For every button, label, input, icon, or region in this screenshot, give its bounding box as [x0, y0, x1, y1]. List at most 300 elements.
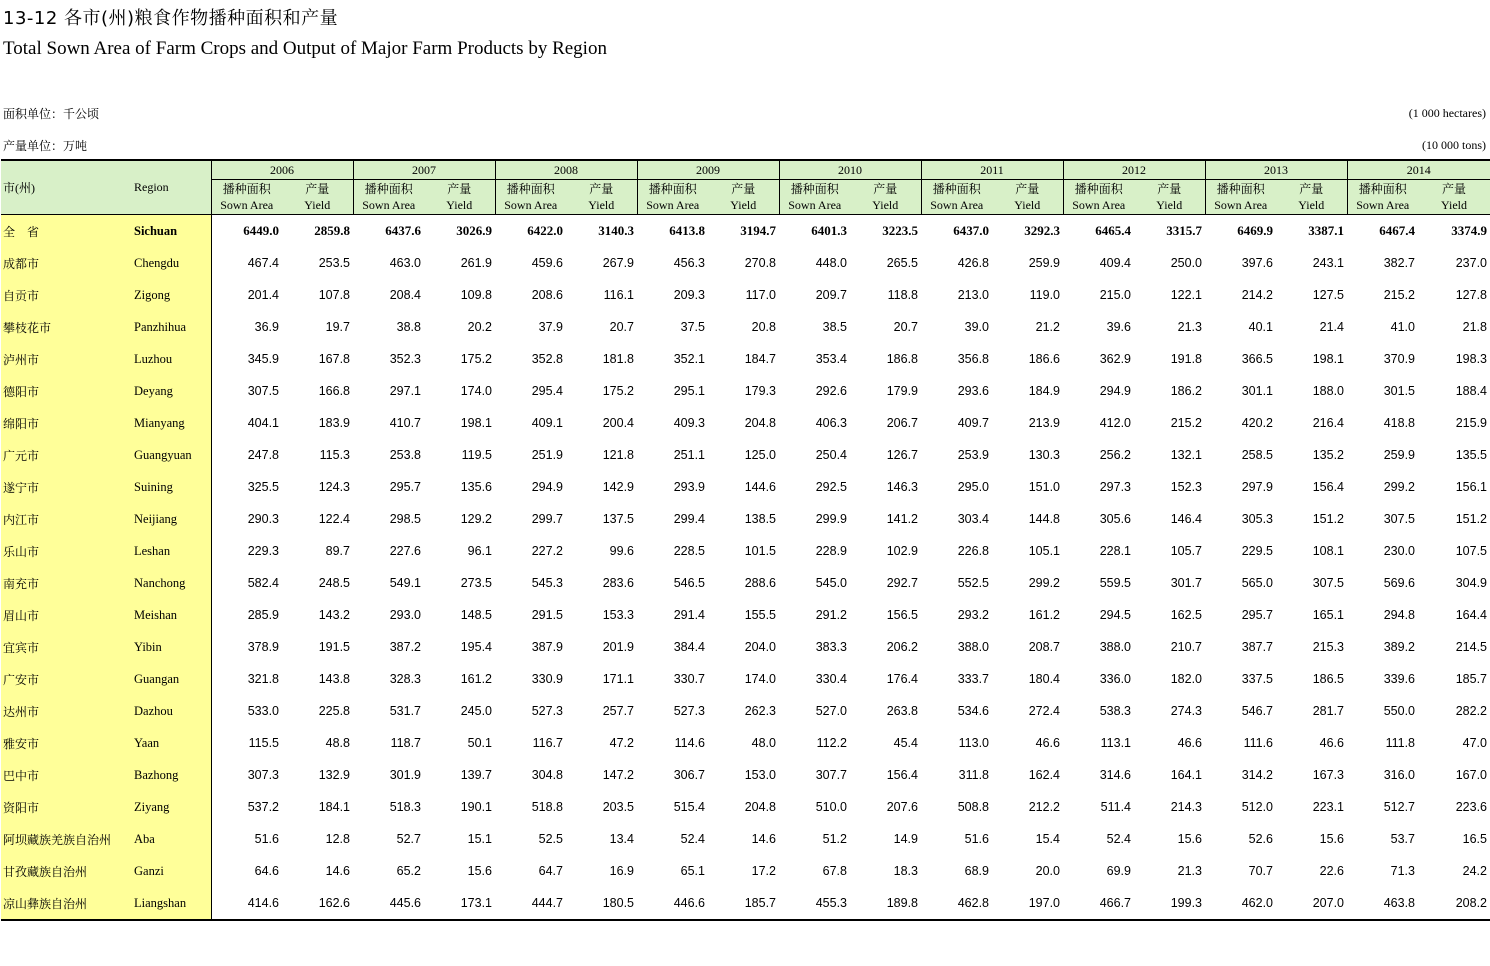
sown-area-value: 462.8	[921, 887, 992, 920]
yield-value: 282.2	[1455, 704, 1487, 718]
year-header: 2007	[353, 160, 495, 180]
region-name-en: Mianyang	[124, 407, 211, 439]
yield-value: 45.4	[893, 736, 918, 750]
yield-value: 99.6	[609, 544, 634, 558]
sown-area-value: 330.9	[531, 672, 563, 686]
region-name-cn: 凉山彝族自治州	[1, 887, 124, 920]
yield-value: 167.8	[318, 352, 350, 366]
table-row	[1, 695, 1490, 727]
yield-value: 184.9	[1028, 384, 1060, 398]
yield-value: 199.3	[1134, 887, 1205, 920]
sown-area-header-cn: 播种面积	[779, 180, 850, 198]
sown-area-value: 534.6	[957, 704, 989, 718]
yield-value: 283.6	[602, 576, 634, 590]
sown-area-value: 518.3	[389, 800, 421, 814]
region-name-cn: 南充市	[1, 567, 124, 599]
sown-area-value: 301.5	[1383, 384, 1415, 398]
yield-value: 148.5	[460, 608, 492, 622]
yield-value: 179.9	[886, 384, 918, 398]
yield-value: 20.7	[893, 320, 918, 334]
sown-area-value: 291.4	[673, 608, 705, 622]
sown-area-value: 388.0	[1099, 640, 1131, 654]
sown-area-header-cn: 播种面积	[1347, 180, 1418, 198]
sown-area-value: 36.9	[254, 320, 279, 334]
yield-value: 175.2	[460, 352, 492, 366]
yield-value: 223.1	[1312, 800, 1344, 814]
sown-area-value: 294.5	[1099, 608, 1131, 622]
region-name-cn: 达州市	[1, 695, 124, 727]
yield-value: 259.9	[1028, 256, 1060, 270]
yield-value: 257.7	[602, 704, 634, 718]
yield-value: 191.5	[318, 640, 350, 654]
sown-area-value: 397.6	[1241, 256, 1273, 270]
yield-header-en: Yield	[1418, 197, 1490, 215]
yield-value: 22.6	[1319, 864, 1344, 878]
sown-area-value: 251.1	[673, 448, 705, 462]
sown-area-value: 285.9	[247, 608, 279, 622]
region-name-en: Dazhou	[124, 695, 211, 727]
sown-area-value: 64.7	[538, 864, 563, 878]
table-body	[1, 215, 1490, 921]
yield-header-cn: 产量	[566, 180, 637, 198]
yield-value: 165.1	[1312, 608, 1344, 622]
yield-value: 274.3	[1170, 704, 1202, 718]
yield-value: 204.0	[744, 640, 776, 654]
yield-value: 265.5	[886, 256, 918, 270]
region-name-en: Guangan	[124, 663, 211, 695]
yield-value: 223.6	[1455, 800, 1487, 814]
sown-area-value: 418.8	[1383, 416, 1415, 430]
sown-area-header-en: Sown Area	[211, 197, 282, 215]
sown-area-header-en: Sown Area	[1205, 197, 1276, 215]
sown-area-value: 550.0	[1383, 704, 1415, 718]
yield-value: 147.2	[602, 768, 634, 782]
yield-value: 203.5	[602, 800, 634, 814]
sown-area-value: 307.3	[247, 768, 279, 782]
sown-area-value: 256.2	[1099, 448, 1131, 462]
region-name-en: Sichuan	[124, 215, 211, 248]
yield-value: 174.0	[744, 672, 776, 686]
table-row	[1, 311, 1490, 343]
sown-area-value: 6437.6	[385, 223, 421, 238]
region-name-en: Yibin	[124, 631, 211, 663]
yield-value: 188.0	[1312, 384, 1344, 398]
yield-value: 132.1	[1170, 448, 1202, 462]
yield-value: 273.5	[460, 576, 492, 590]
sown-area-header-cn: 播种面积	[211, 180, 282, 198]
sown-area-header-en: Sown Area	[637, 197, 708, 215]
sown-area-header-en: Sown Area	[495, 197, 566, 215]
yield-value: 152.3	[1170, 480, 1202, 494]
yield-value: 143.2	[318, 608, 350, 622]
sown-area-value: 527.0	[815, 704, 847, 718]
sown-area-value: 409.7	[957, 416, 989, 430]
yield-value: 2859.8	[314, 223, 350, 238]
sown-area-value: 201.4	[247, 288, 279, 302]
sown-area-value: 426.8	[957, 256, 989, 270]
sown-area-value: 456.3	[673, 256, 705, 270]
sown-area-value: 299.7	[531, 512, 563, 526]
region-name-en: Bazhong	[124, 759, 211, 791]
sown-area-value: 305.3	[1241, 512, 1273, 526]
table-row	[1, 759, 1490, 791]
sown-area-value: 314.6	[1099, 768, 1131, 782]
sown-area-value: 113.0	[958, 736, 989, 750]
yield-value: 132.9	[318, 768, 350, 782]
yield-value: 197.0	[992, 887, 1063, 920]
sown-area-value: 545.3	[531, 576, 563, 590]
sown-area-value: 307.5	[247, 384, 279, 398]
yield-value: 162.5	[1170, 608, 1202, 622]
yield-value: 162.6	[282, 887, 353, 920]
yield-value: 262.3	[744, 704, 776, 718]
region-name-cn: 绵阳市	[1, 407, 124, 439]
yield-value: 156.5	[886, 608, 918, 622]
sown-area-header-cn: 播种面积	[353, 180, 424, 198]
sown-area-value: 53.7	[1390, 832, 1415, 846]
yield-value: 307.5	[1312, 576, 1344, 590]
yield-value: 15.6	[1177, 832, 1202, 846]
yield-value: 116.1	[603, 288, 634, 302]
region-name-cn: 自贡市	[1, 279, 124, 311]
yield-value: 47.0	[1462, 736, 1487, 750]
sown-area-header-en: Sown Area	[1347, 197, 1418, 215]
sown-area-value: 545.0	[815, 576, 847, 590]
yield-value: 3026.9	[456, 223, 492, 238]
yield-value: 272.4	[1028, 704, 1060, 718]
yield-value: 204.8	[744, 800, 776, 814]
sown-area-value: 41.0	[1390, 320, 1415, 334]
yield-value: 101.5	[744, 544, 776, 558]
sown-area-value: 115.5	[248, 736, 279, 750]
yield-value: 225.8	[318, 704, 350, 718]
sown-area-value: 51.2	[822, 832, 847, 846]
yield-value: 119.5	[461, 448, 492, 462]
sown-area-value: 336.0	[1099, 672, 1131, 686]
region-name-en: Guangyuan	[124, 439, 211, 471]
sown-area-value: 370.9	[1383, 352, 1415, 366]
yield-value: 215.3	[1312, 640, 1344, 654]
yield-value: 121.8	[602, 448, 634, 462]
sown-area-value: 314.2	[1241, 768, 1273, 782]
sown-area-value: 294.9	[1099, 384, 1131, 398]
sown-area-value: 215.0	[1099, 288, 1131, 302]
sown-area-value: 305.6	[1099, 512, 1131, 526]
yield-value: 89.7	[325, 544, 350, 558]
yield-value: 125.0	[744, 448, 776, 462]
sown-area-value: 65.2	[396, 864, 421, 878]
sown-area-value: 409.3	[673, 416, 705, 430]
sown-area-value: 582.4	[247, 576, 279, 590]
yield-value: 207.0	[1276, 887, 1347, 920]
sown-area-value: 70.7	[1248, 864, 1273, 878]
yield-value: 214.5	[1455, 640, 1487, 654]
year-header: 2006	[211, 160, 353, 180]
yield-value: 135.6	[460, 480, 492, 494]
yield-value: 181.8	[602, 352, 634, 366]
yield-value: 198.1	[460, 416, 492, 430]
yield-value: 21.8	[1462, 320, 1487, 334]
sown-area-value: 52.5	[538, 832, 563, 846]
sown-area-value: 330.7	[673, 672, 705, 686]
sown-area-value: 111.8	[1385, 736, 1415, 750]
yield-value: 261.9	[460, 256, 492, 270]
sown-area-value: 230.0	[1383, 544, 1415, 558]
sown-area-value: 208.4	[389, 288, 421, 302]
yield-value: 180.5	[566, 887, 637, 920]
table-row	[1, 343, 1490, 375]
sown-area-value: 38.5	[822, 320, 847, 334]
yield-value: 48.0	[751, 736, 776, 750]
output-unit-cn: 产量单位：万吨	[3, 139, 88, 153]
sown-area-value: 64.6	[254, 864, 279, 878]
yield-value: 198.1	[1312, 352, 1344, 366]
sown-area-value: 546.5	[673, 576, 705, 590]
sown-area-value: 299.4	[673, 512, 705, 526]
sown-area-value: 293.2	[957, 608, 989, 622]
sown-area-value: 295.7	[389, 480, 421, 494]
sown-area-value: 116.7	[532, 736, 563, 750]
yield-value: 3315.7	[1166, 223, 1202, 238]
sown-area-value: 345.9	[247, 352, 279, 366]
table-row	[1, 663, 1490, 695]
sown-area-value: 527.3	[673, 704, 705, 718]
yield-value: 206.2	[886, 640, 918, 654]
region-name-en: Panzhihua	[124, 311, 211, 343]
yield-value: 144.6	[744, 480, 776, 494]
sown-area-value: 339.6	[1383, 672, 1415, 686]
sown-area-value: 6437.0	[953, 223, 989, 238]
region-name-cn: 成都市	[1, 247, 124, 279]
table-row	[1, 727, 1490, 759]
table-row	[1, 599, 1490, 631]
sown-area-value: 414.6	[211, 887, 282, 920]
sown-area-value: 446.6	[637, 887, 708, 920]
yield-header-en: Yield	[1134, 197, 1205, 215]
yield-value: 126.7	[886, 448, 918, 462]
sown-area-header-cn: 播种面积	[637, 180, 708, 198]
region-name-en: Meishan	[124, 599, 211, 631]
yield-value: 186.8	[886, 352, 918, 366]
sown-area-value: 352.1	[673, 352, 705, 366]
yield-value: 24.2	[1462, 864, 1487, 878]
yield-value: 292.7	[886, 576, 918, 590]
sown-area-value: 294.8	[1383, 608, 1415, 622]
sown-area-value: 226.8	[957, 544, 989, 558]
yield-value: 15.6	[467, 864, 492, 878]
yield-value: 164.1	[1170, 768, 1202, 782]
yield-value: 206.7	[886, 416, 918, 430]
yield-value: 161.2	[1028, 608, 1060, 622]
region-name-en: Suining	[124, 471, 211, 503]
table-row	[1, 247, 1490, 279]
sown-area-value: 404.1	[247, 416, 279, 430]
year-header: 2009	[637, 160, 779, 180]
yield-header-en: Yield	[282, 197, 353, 215]
area-unit-cn: 面积单位：千公顷	[3, 107, 100, 121]
yield-value: 161.2	[460, 672, 492, 686]
yield-value: 208.7	[1028, 640, 1060, 654]
sown-area-value: 215.2	[1383, 288, 1415, 302]
region-name-en: Nanchong	[124, 567, 211, 599]
yield-value: 155.5	[744, 608, 776, 622]
yield-value: 304.9	[1455, 576, 1487, 590]
table-title-en: Total Sown Area of Farm Crops and Output of Major Farm Products by Region	[3, 38, 607, 59]
sown-area-value: 208.6	[531, 288, 563, 302]
statistics-table	[1, 159, 1490, 921]
yield-value: 215.2	[1170, 416, 1202, 430]
yield-value: 253.5	[318, 256, 350, 270]
yield-value: 164.4	[1455, 608, 1487, 622]
yield-value: 215.9	[1455, 416, 1487, 430]
yield-value: 281.7	[1312, 704, 1344, 718]
sown-area-value: 114.6	[674, 736, 705, 750]
yield-value: 146.4	[1170, 512, 1202, 526]
yield-value: 191.8	[1170, 352, 1202, 366]
sown-area-value: 112.2	[816, 736, 847, 750]
yield-value: 124.3	[318, 480, 350, 494]
yield-value: 3292.3	[1024, 223, 1060, 238]
yield-value: 14.6	[751, 832, 776, 846]
sown-area-value: 325.5	[247, 480, 279, 494]
yield-value: 3223.5	[882, 223, 918, 238]
sown-area-value: 511.4	[1100, 800, 1131, 814]
yield-value: 46.6	[1319, 736, 1344, 750]
region-name-en: Luzhou	[124, 343, 211, 375]
sown-area-value: 299.9	[815, 512, 847, 526]
yield-value: 200.4	[602, 416, 634, 430]
region-name-cn: 雅安市	[1, 727, 124, 759]
yield-value: 188.4	[1455, 384, 1487, 398]
yield-header-en: Yield	[708, 197, 779, 215]
yield-value: 153.0	[744, 768, 776, 782]
sown-area-value: 420.2	[1241, 416, 1273, 430]
region-name-cn: 宜宾市	[1, 631, 124, 663]
yield-value: 207.6	[886, 800, 918, 814]
sown-area-value: 118.7	[390, 736, 421, 750]
yield-value: 3140.3	[598, 223, 634, 238]
sown-area-value: 6413.8	[669, 223, 705, 238]
yield-header-en: Yield	[1276, 197, 1347, 215]
yield-value: 245.0	[460, 704, 492, 718]
sown-area-value: 512.0	[1241, 800, 1273, 814]
region-name-en: Aba	[124, 823, 211, 855]
yield-value: 237.0	[1455, 256, 1487, 270]
yield-value: 17.2	[751, 864, 776, 878]
yield-value: 189.8	[850, 887, 921, 920]
year-header: 2008	[495, 160, 637, 180]
sown-area-value: 253.9	[957, 448, 989, 462]
table-row	[1, 535, 1490, 567]
yield-value: 127.8	[1455, 288, 1487, 302]
sown-area-value: 229.5	[1241, 544, 1273, 558]
sown-area-value: 227.6	[389, 544, 421, 558]
yield-value: 166.8	[318, 384, 350, 398]
sown-area-value: 352.8	[531, 352, 563, 366]
yield-value: 21.3	[1177, 864, 1202, 878]
table-row	[1, 791, 1490, 823]
yield-value: 20.0	[1035, 864, 1060, 878]
sown-area-value: 306.7	[673, 768, 705, 782]
yield-value: 20.8	[751, 320, 776, 334]
yield-value: 201.9	[602, 640, 634, 654]
yield-value: 46.6	[1035, 736, 1060, 750]
table-header	[1, 160, 1490, 215]
region-name-cn: 广元市	[1, 439, 124, 471]
yield-header-cn: 产量	[1276, 180, 1347, 198]
yield-header-cn: 产量	[282, 180, 353, 198]
sown-area-value: 301.1	[1241, 384, 1273, 398]
yield-value: 144.8	[1028, 512, 1060, 526]
region-name-cn: 眉山市	[1, 599, 124, 631]
sown-area-value: 333.7	[957, 672, 989, 686]
yield-value: 162.4	[1028, 768, 1060, 782]
region-name-en: Yaan	[124, 727, 211, 759]
sown-area-value: 366.5	[1241, 352, 1273, 366]
region-name-cn: 德阳市	[1, 375, 124, 407]
sown-area-value: 463.0	[389, 256, 421, 270]
sown-area-value: 409.4	[1099, 256, 1131, 270]
sown-area-value: 52.6	[1248, 832, 1273, 846]
sown-area-value: 294.9	[531, 480, 563, 494]
table-row	[1, 503, 1490, 535]
table-row	[1, 407, 1490, 439]
yield-value: 118.8	[887, 288, 918, 302]
yield-value: 47.2	[609, 736, 634, 750]
sown-area-header-en: Sown Area	[353, 197, 424, 215]
yield-value: 216.4	[1312, 416, 1344, 430]
sown-area-value: 253.8	[389, 448, 421, 462]
sown-area-value: 448.0	[815, 256, 847, 270]
table-row	[1, 375, 1490, 407]
sown-area-value: 295.0	[957, 480, 989, 494]
sown-area-value: 383.3	[815, 640, 847, 654]
sown-area-header-cn: 播种面积	[1063, 180, 1134, 198]
sown-area-value: 297.9	[1241, 480, 1273, 494]
yield-value: 151.0	[1028, 480, 1060, 494]
region-name-cn: 巴中市	[1, 759, 124, 791]
yield-value: 122.4	[318, 512, 350, 526]
yield-value: 176.4	[886, 672, 918, 686]
yield-value: 184.7	[744, 352, 776, 366]
sown-area-value: 559.5	[1099, 576, 1131, 590]
sown-area-value: 538.3	[1099, 704, 1131, 718]
sown-area-value: 39.6	[1106, 320, 1131, 334]
sown-area-value: 409.1	[531, 416, 563, 430]
region-name-cn: 广安市	[1, 663, 124, 695]
sown-area-value: 412.0	[1099, 416, 1131, 430]
yield-header-en: Yield	[566, 197, 637, 215]
sown-area-value: 337.5	[1241, 672, 1273, 686]
yield-header-en: Yield	[850, 197, 921, 215]
sown-area-value: 228.1	[1099, 544, 1131, 558]
yield-value: 130.3	[1028, 448, 1060, 462]
yield-value: 18.3	[893, 864, 918, 878]
yield-value: 184.1	[318, 800, 350, 814]
yield-value: 138.5	[744, 512, 776, 526]
region-name-cn: 遂宁市	[1, 471, 124, 503]
yield-value: 119.0	[1029, 288, 1060, 302]
yield-value: 212.2	[1028, 800, 1060, 814]
region-name-cn: 全 省	[1, 215, 124, 248]
sown-area-value: 37.5	[680, 320, 705, 334]
yield-value: 21.4	[1319, 320, 1344, 334]
region-name-en: Liangshan	[124, 887, 211, 920]
yield-value: 186.6	[1028, 352, 1060, 366]
yield-header-en: Yield	[992, 197, 1063, 215]
sown-area-value: 247.8	[247, 448, 279, 462]
yield-value: 214.3	[1170, 800, 1202, 814]
